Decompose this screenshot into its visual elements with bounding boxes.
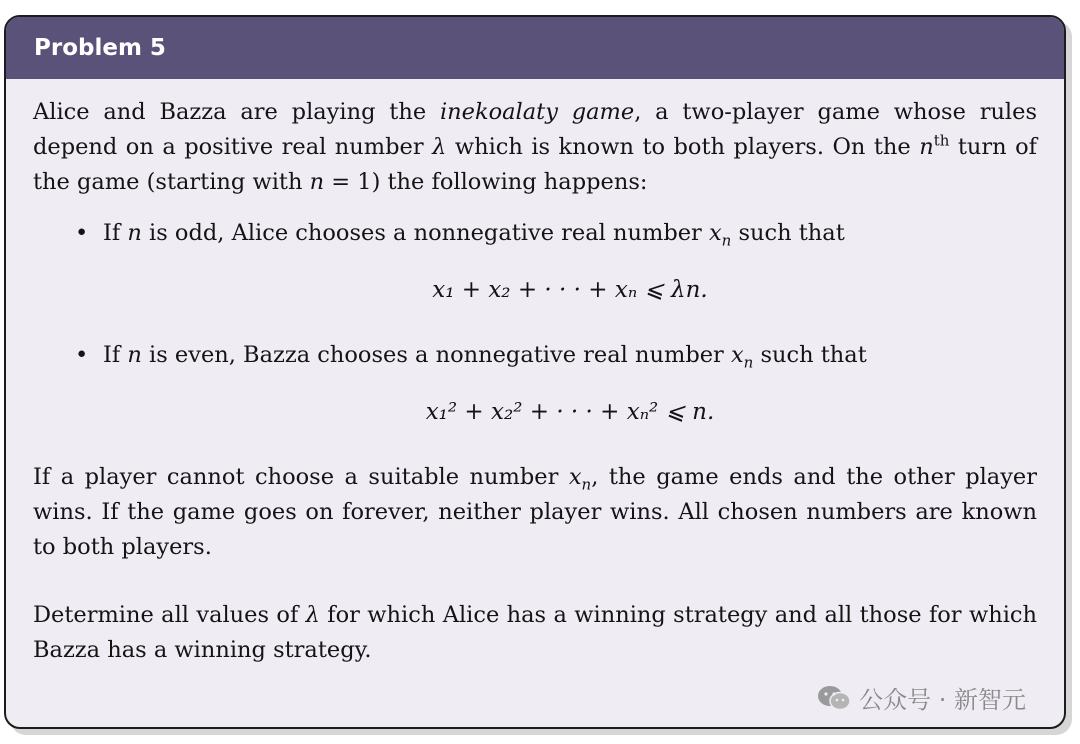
bazza-formula: x₁² + x₂² + · · · + xₙ² ⩽ n. <box>425 399 715 425</box>
lambda-symbol: λ <box>432 134 447 160</box>
item-text: such that <box>753 342 867 368</box>
wechat-icon <box>817 684 851 712</box>
item-text: If <box>103 342 128 368</box>
problem-title: Problem 5 <box>6 17 1064 79</box>
problem-content <box>33 95 1037 668</box>
n-symbol: n <box>127 342 142 368</box>
rules-text-2: , the game ends and the other player wins. If the game goes on forever, neither player wins. All chosen numbers are known to both players. <box>33 464 1037 560</box>
bullet-icon: • <box>75 220 89 246</box>
rules-paragraph <box>33 460 1037 565</box>
watermark-text: 公众号 · 新智元 <box>859 686 1026 714</box>
alice-formula: x₁ + x₂ + · · · + xₙ ⩽ λn. <box>432 277 708 303</box>
x-symbol: x <box>730 342 744 368</box>
intro-text-2: , a two-player game whose rules depend on a positive real number <box>33 99 1037 160</box>
intro-text-4: turn of the game (starting with <box>33 134 1037 195</box>
watermark <box>817 680 1026 715</box>
list-item-alice <box>33 216 1037 308</box>
question-text-2: for which Alice has a winning strategy and all those for which Bazza has a winning strategy. <box>33 602 1037 663</box>
game-name: inekoalaty game <box>439 99 635 125</box>
item-text: is odd, Alice chooses a nonnegative real number <box>141 220 709 246</box>
n-symbol: n <box>127 220 142 246</box>
n-subscript: n <box>721 231 732 250</box>
intro-text-5: = 1) the following happens: <box>324 169 648 195</box>
item-text: If <box>103 220 128 246</box>
list-item-bazza <box>33 338 1037 430</box>
problem-box <box>4 15 1066 729</box>
bullet-icon: • <box>75 342 89 368</box>
n-subscript: n <box>743 353 754 372</box>
intro-text-1: Alice and Bazza are playing the <box>33 99 440 125</box>
rule-list <box>33 216 1037 430</box>
question-text-1: Determine all values of <box>33 602 306 628</box>
n-symbol: n <box>919 134 934 160</box>
x-symbol: x <box>568 464 582 490</box>
item-text: such that <box>731 220 845 246</box>
n-subscript: n <box>581 475 592 494</box>
x-symbol: x <box>708 220 722 246</box>
intro-paragraph <box>33 95 1037 200</box>
rules-text-1: If a player cannot choose a suitable number <box>33 464 569 490</box>
n-symbol: n <box>309 169 325 195</box>
item-text: is even, Bazza chooses a nonnegative real number <box>141 342 731 368</box>
lambda-symbol: λ <box>305 602 320 628</box>
th-superscript: th <box>933 131 950 150</box>
intro-text-3: which is known to both players. On the <box>446 134 920 160</box>
question-paragraph <box>33 598 1037 668</box>
